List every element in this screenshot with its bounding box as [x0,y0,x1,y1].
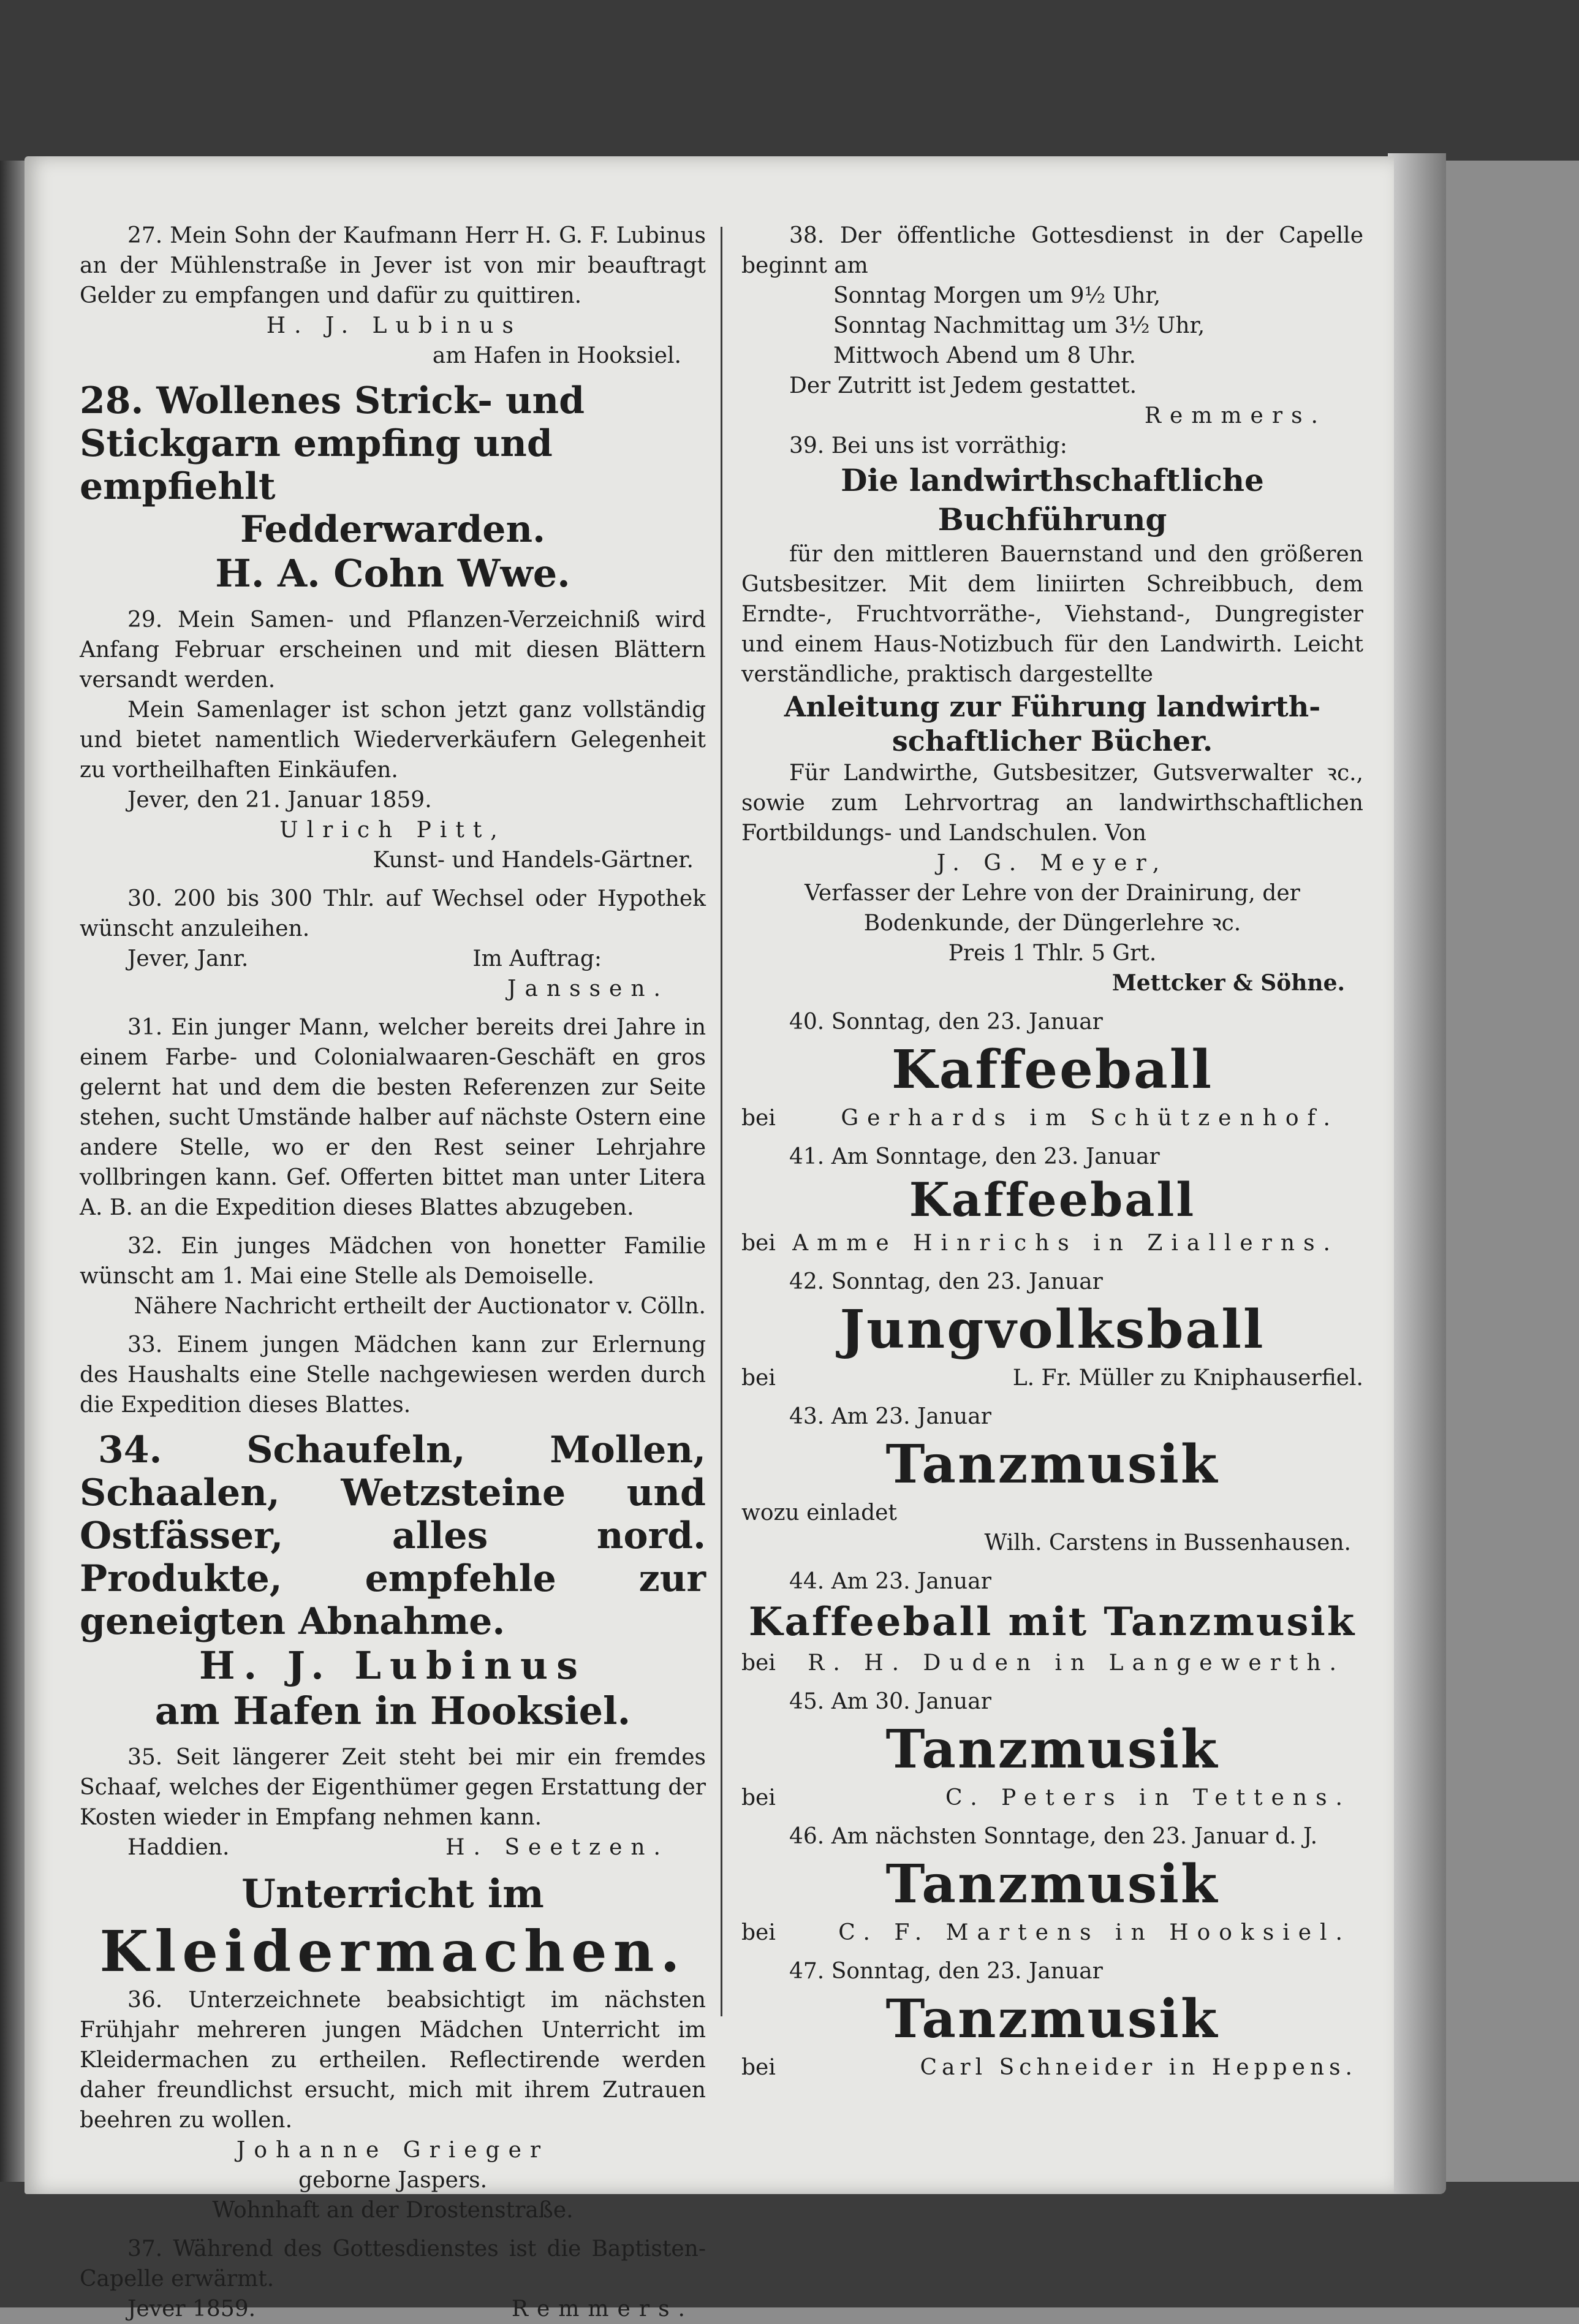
notice-place: Jever 1859. [127,2296,256,2322]
column-divider [721,227,722,2016]
notice-text: 45. Am 30. Januar [789,1689,991,1714]
notice-42 [741,1267,1363,1393]
notice-45 [741,1687,1363,1813]
service-time: Mittwoch Abend um 8 Uhr. [833,343,1136,368]
book-author: J. G. Meyer, [936,851,1168,876]
book-subtitle: Anleitung zur Führung landwirth- [784,690,1321,723]
notice-40 [741,1007,1363,1133]
notice-text: 38. Der öffentliche Gottesdienst in der Capelle beginnt am [741,223,1363,278]
event-title: Kaffeeball mit Tanzmusik [748,1599,1357,1645]
notice-text: 42. Sonntag, den 23. Januar [789,1269,1103,1294]
notice-text: 47. Sonntag, den 23. Januar [789,1959,1103,1984]
notice-39 [741,431,1363,998]
host-name: L. Fr. Müller zu Kniphauserfiel. [1012,1365,1363,1391]
notice-text: 41. Am Sonntage, den 23. Januar [789,1144,1160,1169]
notice-text: 33. Einem jungen Mädchen kann zur Erlernung des Haushalts eine Stelle nachgewiesen werden durch die Expedition dieses Blattes. [80,1332,706,1418]
signature-title: Kunst- und Handels-Gärtner. [373,848,694,873]
event-title: Tanzmusik [885,1988,1219,2050]
notice-28 [80,379,706,596]
notice-text: 27. Mein Sohn der Kaufmann Herr H. G. F. Lubinus an der Mühlenstraße in Jever ist von mir beauftragt Gelder zu empfangen und dafür zu quittiren. [80,223,706,308]
notice-32 [80,1231,706,1321]
notice-text: 30. 200 bis 300 Thlr. auf Wechsel oder Hypothek wünscht anzuleihen. [80,886,706,941]
signature: Janssen. [507,976,669,1001]
right-column [741,221,1363,2083]
signature-place: am Hafen in Hooksiel. [432,343,681,368]
bei-label: bei [741,1231,776,1256]
book-subtitle: schaftlicher Bücher. [892,724,1213,758]
notice-38 [741,221,1363,431]
notice-headline: 28. Wollenes Strick- und Stickgarn empfing und empfiehlt [80,379,585,508]
signature: Remmers. [1144,403,1327,428]
notice-31 [80,1012,706,1223]
notice-35 [80,1742,706,1863]
notice-place: Haddien. [127,1835,230,1860]
event-title: Kaffeeball [891,1039,1214,1101]
invite-label: wozu einladet [741,1500,897,1525]
signature: Ulrich Pitt, [279,818,506,843]
notice-headline: Unterricht im [241,1871,544,1917]
notice-29 [80,605,706,875]
notice-34 [80,1429,706,1734]
service-time: Sonntag Morgen um 9½ Uhr, [833,283,1161,308]
notice-44 [741,1566,1363,1678]
notice-36 [80,1871,706,2225]
signature-place: am Hafen in Hooksiel. [154,1688,631,1733]
newspaper-page [25,156,1394,2322]
signature: H. J. Lubinus [266,313,522,338]
book-title: Die landwirthschaftliche Buchführung [841,462,1264,537]
notice-text: 35. Seit längerer Zeit steht bei mir ein fremdes Schaaf, welches der Eigenthümer gegen Erstattung der Kosten wieder in Empfang nehmen kann. [80,1745,706,1830]
event-title: Tanzmusik [885,1434,1219,1495]
bei-label: bei [741,1650,776,1676]
bei-label: bei [741,1920,776,1945]
notice-text: 36. Unterzeichnete beabsichtigt im nächsten Frühjahr mehreren jungen Mädchen Unterricht im Kleidermachen zu ertheilen. Reflectirende werden daher freundlichst ersucht, mich mit ihrem Zutrauen beehren zu wollen. [80,1988,706,2133]
event-title: Tanzmusik [885,1718,1219,1780]
book-price: Preis 1 Thlr. 5 Grt. [948,941,1157,966]
publisher: Mettcker & Söhne. [1111,970,1345,996]
notice-note: Nähere Nachricht ertheilt der Auctionator v. Cölln. [134,1294,706,1319]
notice-text: 40. Sonntag, den 23. Januar [789,1009,1103,1035]
book-description: für den mittleren Bauernstand und den größeren Gutsbesitzer. Mit dem liniirten Schreibbuch, dem Erndte-, Fruchtvorräthe-, Viehstand-, Dungregister und einem Haus-Notizbuch für den Landwirth. Leicht verständliche, praktisch dargestellte [741,542,1363,687]
scan-background-top [0,0,1579,161]
bei-label: bei [741,1365,776,1391]
notice-text: 39. Bei uns ist vorräthig: [789,433,1067,458]
host-name: C. F. Martens in Hooksiel. [838,1920,1351,1945]
bei-label: bei [741,1106,776,1131]
notice-43 [741,1402,1363,1558]
host-name: Gerhards im Schützenhof. [841,1106,1339,1131]
signature-address: Wohnhaft an der Drostenstraße. [212,2198,574,2223]
notice-headline: 34. Schaufeln, Mollen, Schaalen, Wetzsteine und Ostfässer, alles nord. Produkte, empfehle zur geneigten Abnahme. [80,1429,706,1643]
notice-30 [80,884,706,1004]
host-name: Amme Hinrichs in Ziallerns. [792,1231,1339,1256]
service-time: Sonntag Nachmittag um 3½ Uhr, [833,313,1205,338]
host-name: R. H. Duden in Langewerth. [808,1650,1345,1676]
notice-27 [80,221,706,371]
notice-text: Mein Samenlager ist schon jetzt ganz vollständig und bietet namentlich Wiederverkäufern Gelegenheit zu vortheilhaften Einkäufen. [80,697,706,783]
notice-47 [741,1956,1363,2083]
notice-text: 43. Am 23. Januar [789,1404,991,1429]
notice-46 [741,1821,1363,1948]
book-page-edges [1388,153,1446,2194]
notice-text: 44. Am 23. Januar [789,1569,991,1594]
notice-note: Der Zutritt ist Jedem gestattet. [789,373,1137,398]
notice-text: 46. Am nächsten Sonntage, den 23. Januar d. J. [789,1824,1318,1849]
notice-commission: Im Auftrag: [472,946,602,971]
host-name: C. Peters in Tettens. [945,1785,1351,1810]
notice-date: Jever, den 21. Januar 1859. [127,788,432,813]
book-spine [0,161,26,2182]
notice-text: 32. Ein junges Mädchen von honetter Familie wünscht am 1. Mai eine Stelle als Demoiselle. [80,1234,706,1289]
event-title: Jungvolksball [839,1299,1265,1361]
notice-place: Fedderwarden. [240,508,545,551]
left-column [80,221,706,2324]
signature-maiden-name: geborne Jaspers. [298,2168,488,2193]
bei-label: bei [741,2055,776,2080]
notice-text: 37. Während des Gottesdienstes ist die Baptisten-Capelle erwärmt. [80,2236,706,2292]
event-title: Kaffeeball [909,1172,1196,1227]
signature: Remmers. [511,2296,694,2322]
host-name: Carl Schneider in Heppens. [920,2055,1357,2080]
event-title: Tanzmusik [885,1853,1219,1915]
notice-37 [80,2234,706,2324]
signature: H. Seetzen. [445,1835,669,1860]
book-author-credentials: Verfasser der Lehre von der Drainirung, der Bodenkunde, der Düngerlehre ꝛc. [805,881,1300,936]
signature: Johanne Grieger [236,2138,550,2163]
notice-text: 31. Ein junger Mann, welcher bereits drei Jahre in einem Farbe- und Colonialwaaren-Geschäft en gros gelernt hat und dem die besten Referenzen zur Seite stehen, sucht Umstände halber auf nächste Ostern eine andere Stelle, wo er den Rest seiner Lehrjahre vollbringen kann. Gef. Offerten bittet man unter Litera A. B. an die Expedition dieses Blattes abzugeben. [80,1015,706,1220]
bei-label: bei [741,1785,776,1810]
notice-headline-large: Kleidermachen. [99,1918,686,1984]
host-name: Wilh. Carstens in Bussenhausen. [984,1530,1351,1555]
book-description: Für Landwirthe, Gutsbesitzer, Gutsverwalter ꝛc., sowie zum Lehrvortrag an landwirthschaftlichen Fortbildungs- und Landschulen. Von [741,761,1363,846]
notice-text: 29. Mein Samen- und Pflanzen-Verzeichniß wird Anfang Februar erscheinen und mit diesen Blättern versandt werden. [80,607,706,693]
notice-33 [80,1330,706,1420]
notice-firm: H. A. Cohn Wwe. [215,551,570,596]
notice-place: Jever, Janr. [127,946,249,971]
notice-41 [741,1142,1363,1258]
signature: H. J. Lubinus [199,1643,587,1688]
